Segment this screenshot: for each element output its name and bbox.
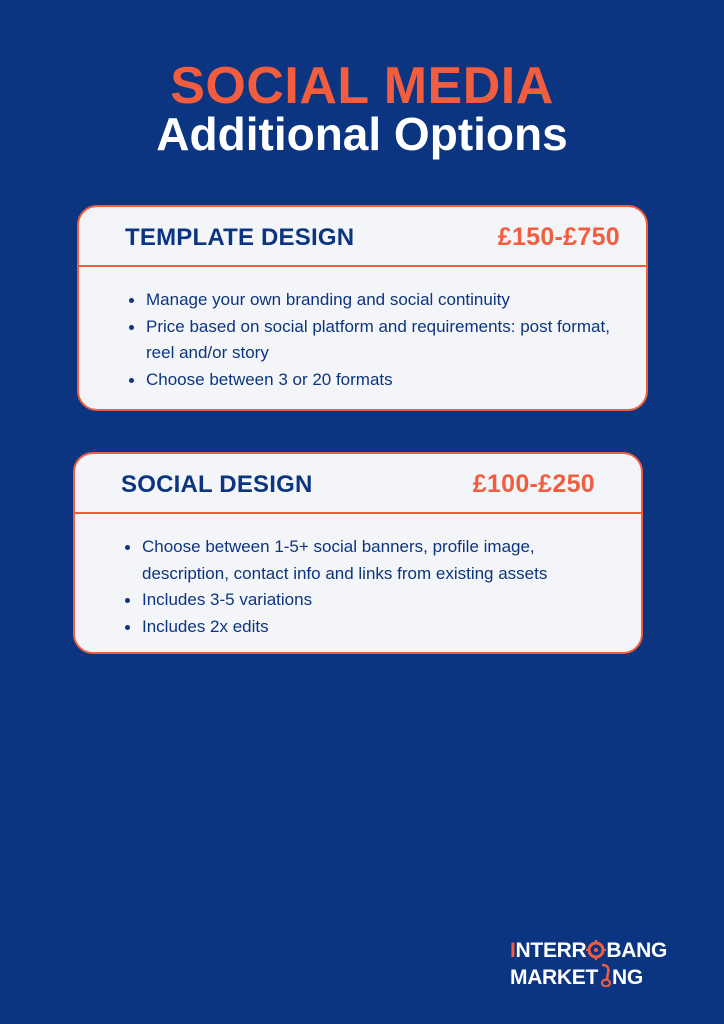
logo-text: NTERR <box>515 939 587 962</box>
list-item: Price based on social platform and requirements: post format, reel and/or story <box>126 314 626 367</box>
list-item: Manage your own branding and social continuity <box>126 287 626 314</box>
card-price: £100-£250 <box>472 470 595 498</box>
card-title: SOCIAL DESIGN <box>121 471 313 498</box>
card-header <box>79 207 646 267</box>
card-title: TEMPLATE DESIGN <box>125 224 355 251</box>
card-price: £150-£750 <box>497 223 620 251</box>
list-item: Includes 2x edits <box>122 614 622 641</box>
card-header <box>75 454 641 514</box>
logo-text: BANG <box>606 939 668 962</box>
interrobang-o-icon <box>586 940 606 960</box>
social-design-card <box>73 452 643 654</box>
template-design-card <box>77 205 648 411</box>
list-item: Choose between 3 or 20 formats <box>126 367 626 394</box>
title-additional-options: Additional Options <box>156 108 568 160</box>
list-item: Choose between 1-5+ social banners, profile image, description, contact info and links from existing assets <box>122 534 622 587</box>
logo-text: MARKET <box>510 966 599 989</box>
title-social-media: SOCIAL MEDIA <box>170 57 554 115</box>
logo-letter-i: I <box>510 939 516 962</box>
feature-list <box>122 534 622 640</box>
feature-list <box>126 287 626 393</box>
logo-text: NG <box>612 966 643 989</box>
logo-line-1 <box>510 938 690 963</box>
interrobang-i-icon <box>598 963 612 987</box>
list-item: Includes 3-5 variations <box>122 587 622 614</box>
logo-line-2 <box>510 963 690 990</box>
interrobang-marketing-logo <box>510 938 690 998</box>
